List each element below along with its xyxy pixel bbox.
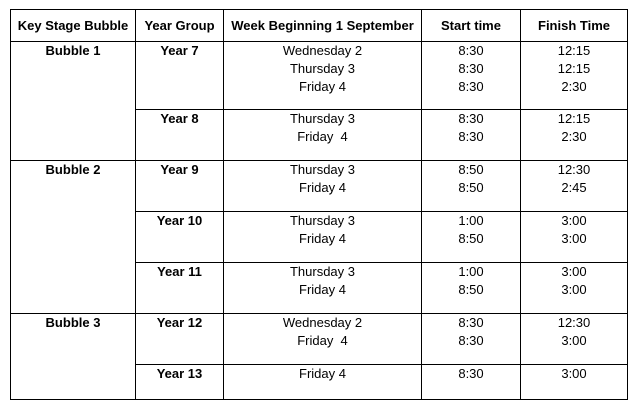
day-entry: Friday 4 <box>299 180 346 195</box>
finish-time: 3:00 <box>561 366 587 381</box>
finish-time: 2:30 <box>561 129 587 144</box>
day-entry: Thursday 3 <box>289 61 356 76</box>
finish-time-cell <box>521 263 628 314</box>
finish-time: 12:15 <box>557 111 591 126</box>
finish-time: 3:00 <box>561 213 587 228</box>
year-cell <box>136 212 224 263</box>
bubble-3-cell <box>11 314 136 400</box>
days-cell <box>224 161 422 212</box>
day-entry: Thursday 3 <box>289 162 356 177</box>
table-row <box>11 314 628 365</box>
start-time: 8:50 <box>458 282 484 297</box>
day-entry: Wednesday 2 <box>282 315 363 330</box>
day-entry: Friday 4 <box>299 366 346 381</box>
day-entry: Friday 4 <box>299 282 346 297</box>
start-time-cell <box>422 42 521 110</box>
finish-time: 12:15 <box>557 61 591 76</box>
finish-time: 2:30 <box>561 79 587 94</box>
days-cell <box>224 110 422 161</box>
year-label: Year 10 <box>156 213 203 228</box>
start-time: 1:00 <box>458 213 484 228</box>
finish-time: 12:15 <box>557 43 591 58</box>
bubble-1-cell <box>11 42 136 161</box>
start-time: 8:30 <box>458 366 484 381</box>
finish-time: 2:45 <box>561 180 587 195</box>
day-entry: Friday 4 <box>297 333 348 348</box>
bubble-2-cell <box>11 161 136 314</box>
year-cell <box>136 110 224 161</box>
header-finish-time: Finish Time <box>521 10 628 42</box>
bubble-label: Bubble 2 <box>45 162 101 177</box>
year-cell <box>136 314 224 365</box>
finish-time: 3:00 <box>561 282 587 297</box>
start-time: 8:50 <box>458 180 484 195</box>
finish-time: 12:30 <box>557 162 591 177</box>
days-cell <box>224 263 422 314</box>
header-week-beginning: Week Beginning 1 September <box>224 10 422 42</box>
start-time: 8:50 <box>458 162 484 177</box>
days-cell <box>224 365 422 400</box>
finish-time: 3:00 <box>561 264 587 279</box>
year-label: Year 13 <box>156 366 203 381</box>
year-label: Year 9 <box>160 162 199 177</box>
start-time: 8:30 <box>458 43 484 58</box>
start-time-cell <box>422 161 521 212</box>
finish-time-cell <box>521 314 628 365</box>
start-time: 1:00 <box>458 264 484 279</box>
day-entry: Thursday 3 <box>289 213 356 228</box>
start-time: 8:30 <box>458 61 484 76</box>
day-entry: Thursday 3 <box>289 264 356 279</box>
year-cell <box>136 161 224 212</box>
days-cell <box>224 212 422 263</box>
header-start-time: Start time <box>422 10 521 42</box>
year-cell <box>136 365 224 400</box>
year-label: Year 8 <box>160 111 199 126</box>
year-label: Year 11 <box>157 264 202 279</box>
header-year-group: Year Group <box>136 10 224 42</box>
year-label: Year 7 <box>160 43 199 58</box>
table-row <box>11 161 628 212</box>
finish-time-cell <box>521 42 628 110</box>
year-cell <box>136 263 224 314</box>
finish-time-cell <box>521 161 628 212</box>
finish-time-cell <box>521 212 628 263</box>
header-row <box>11 10 628 42</box>
start-time-cell <box>422 110 521 161</box>
start-time-cell <box>422 314 521 365</box>
start-time: 8:30 <box>458 129 484 144</box>
finish-time: 12:30 <box>557 315 591 330</box>
finish-time-cell <box>521 110 628 161</box>
start-time: 8:30 <box>458 315 484 330</box>
start-time: 8:30 <box>458 79 484 94</box>
start-time-cell <box>422 365 521 400</box>
bubble-label: Bubble 1 <box>45 43 101 58</box>
start-time-cell <box>422 263 521 314</box>
finish-time: 3:00 <box>561 231 587 246</box>
day-entry: Friday 4 <box>297 129 348 144</box>
day-entry: Friday 4 <box>299 231 346 246</box>
start-time-cell <box>422 212 521 263</box>
day-entry: Thursday 3 <box>289 111 356 126</box>
day-entry: Wednesday 2 <box>282 43 363 58</box>
finish-time-cell <box>521 365 628 400</box>
day-entry: Friday 4 <box>299 79 346 94</box>
start-time: 8:50 <box>458 231 484 246</box>
days-cell <box>224 314 422 365</box>
bubble-label: Bubble 3 <box>45 315 101 330</box>
start-time: 8:30 <box>458 111 484 126</box>
start-time: 8:30 <box>458 333 484 348</box>
year-label: Year 12 <box>156 315 203 330</box>
timetable <box>10 9 628 400</box>
table-row <box>11 42 628 110</box>
year-cell <box>136 42 224 110</box>
days-cell <box>224 42 422 110</box>
finish-time: 3:00 <box>561 333 587 348</box>
header-key-stage-bubble: Key Stage Bubble <box>11 10 136 42</box>
